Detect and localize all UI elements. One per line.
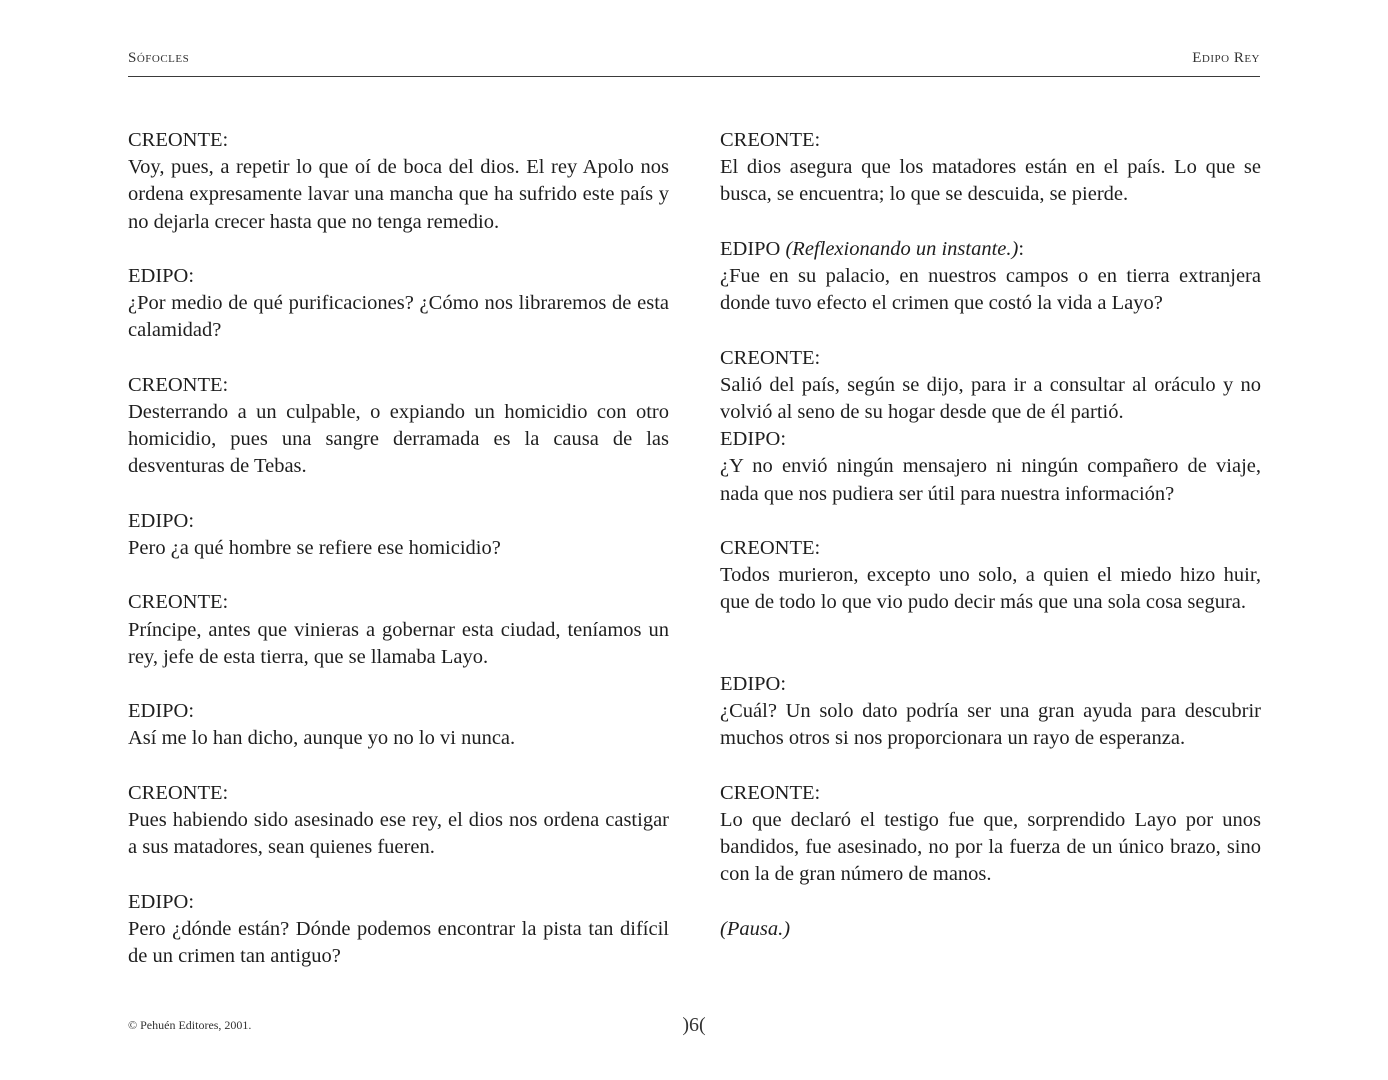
- running-header: [128, 50, 1260, 77]
- dialogue-block: [720, 671, 1261, 753]
- left-column: [128, 127, 669, 970]
- speaker-name: CREONTE:: [720, 781, 821, 804]
- speech-text: ¿Y no envió ningún mensajero ni ningún compañero de viaje, nada que nos pudiera ser útil para nuestra información?: [720, 455, 1261, 505]
- speech-text: Voy, pues, a repetir lo que oí de boca del dios. El rey Apolo nos ordena expresamente lavar una mancha que ha sufrido este país y no dejarla crecer hasta que no tenga remedio.: [128, 156, 669, 233]
- page-number: )6(: [682, 1014, 706, 1036]
- copyright-notice: © Pehuén Editores, 2001.: [128, 1018, 252, 1032]
- dialogue-block: [720, 345, 1261, 427]
- dialogue-block: [128, 780, 669, 862]
- right-column: [720, 127, 1261, 943]
- speaker-name: CREONTE:: [128, 591, 229, 614]
- header-title: Edipo Rey: [1192, 50, 1260, 66]
- speaker-name: EDIPO:: [128, 890, 195, 913]
- speech-text: ¿Fue en su palacio, en nuestros campos o en tierra extranjera donde tuvo efecto el crimen que costó la vida a Layo?: [720, 265, 1261, 315]
- speech-text: Desterrando a un culpable, o expiando un homicidio con otro homicidio, pues una sangre derramada es la causa de las desventuras de Tebas.: [128, 401, 669, 478]
- speaker-name: CREONTE:: [720, 129, 821, 151]
- speaker-name: EDIPO:: [128, 265, 195, 287]
- speaker-name: CREONTE:: [128, 129, 229, 151]
- speech-text: Lo que declaró el testigo fue que, sorprendido Layo por unos bandidos, fue asesinado, no por la fuerza de un único brazo, sino con la de gran número de manos.: [720, 809, 1261, 886]
- dialogue-block: [128, 263, 669, 345]
- dialogue-block: [720, 236, 1261, 318]
- stage-direction: (Pausa.): [720, 917, 791, 940]
- speech-text: El dios asegura que los matadores están en el país. Lo que se busca, se encuentra; lo que se descuida, se pierde.: [720, 156, 1261, 206]
- speech-text: Pero ¿dónde están? Dónde podemos encontrar la pista tan difícil de un crimen tan antiguo?: [128, 917, 669, 967]
- header-author: Sófocles: [128, 50, 190, 66]
- speaker-name: EDIPO:: [128, 700, 195, 723]
- speech-text: Pues habiendo sido asesinado ese rey, el dios nos ordena castigar a sus matadores, sean quienes fueren.: [128, 808, 669, 859]
- speaker-name: CREONTE:: [720, 537, 821, 559]
- speech-text: ¿Cuál? Un solo dato podría ser una gran ayuda para descubrir muchos otros si nos proporcionara un rayo de esperanza.: [720, 700, 1261, 750]
- speech-text: ¿Por medio de qué purificaciones? ¿Cómo nos libraremos de esta calamidad?: [128, 292, 669, 342]
- dialogue-block: [720, 780, 1261, 889]
- speaker-name: EDIPO:: [720, 673, 787, 695]
- dialogue-block: [128, 372, 669, 481]
- dialogue-block: [720, 426, 1261, 508]
- dialogue-block: [720, 127, 1261, 209]
- speaker-name: EDIPO: [720, 237, 781, 260]
- speaker-name: EDIPO:: [128, 509, 195, 532]
- stage-direction: (Reflexionando un instante.): [785, 237, 1019, 260]
- speaker-colon: :: [1018, 237, 1025, 260]
- speaker-name: CREONTE:: [128, 373, 229, 396]
- speaker-name: CREONTE:: [128, 781, 229, 804]
- speech-text: Así me lo han dicho, aunque yo no lo vi nunca.: [128, 727, 516, 750]
- speech-text: Príncipe, antes que vinieras a gobernar esta ciudad, teníamos un rey, jefe de esta tierra, que se llamaba Layo.: [128, 618, 669, 668]
- speech-text: Todos murieron, excepto uno solo, a quien el miedo hizo huir, que de todo lo que vio pudo decir más que una sola cosa segura.: [720, 564, 1261, 614]
- dialogue-block: [720, 535, 1261, 617]
- dialogue-block: [128, 589, 669, 671]
- speaker-name: EDIPO:: [720, 428, 787, 451]
- dialogue-block: [128, 508, 669, 562]
- dialogue-block: [128, 698, 669, 752]
- speech-text: Pero ¿a qué hombre se refiere ese homicidio?: [128, 537, 501, 559]
- dialogue-block: [128, 127, 669, 236]
- speaker-line: [720, 236, 1261, 263]
- speech-text: Salió del país, según se dijo, para ir a consultar al oráculo y no volvió al seno de su hogar desde que de él partió.: [720, 373, 1261, 423]
- dialogue-block: [128, 889, 669, 971]
- speaker-name: CREONTE:: [720, 346, 821, 369]
- stage-direction-block: [720, 916, 1261, 943]
